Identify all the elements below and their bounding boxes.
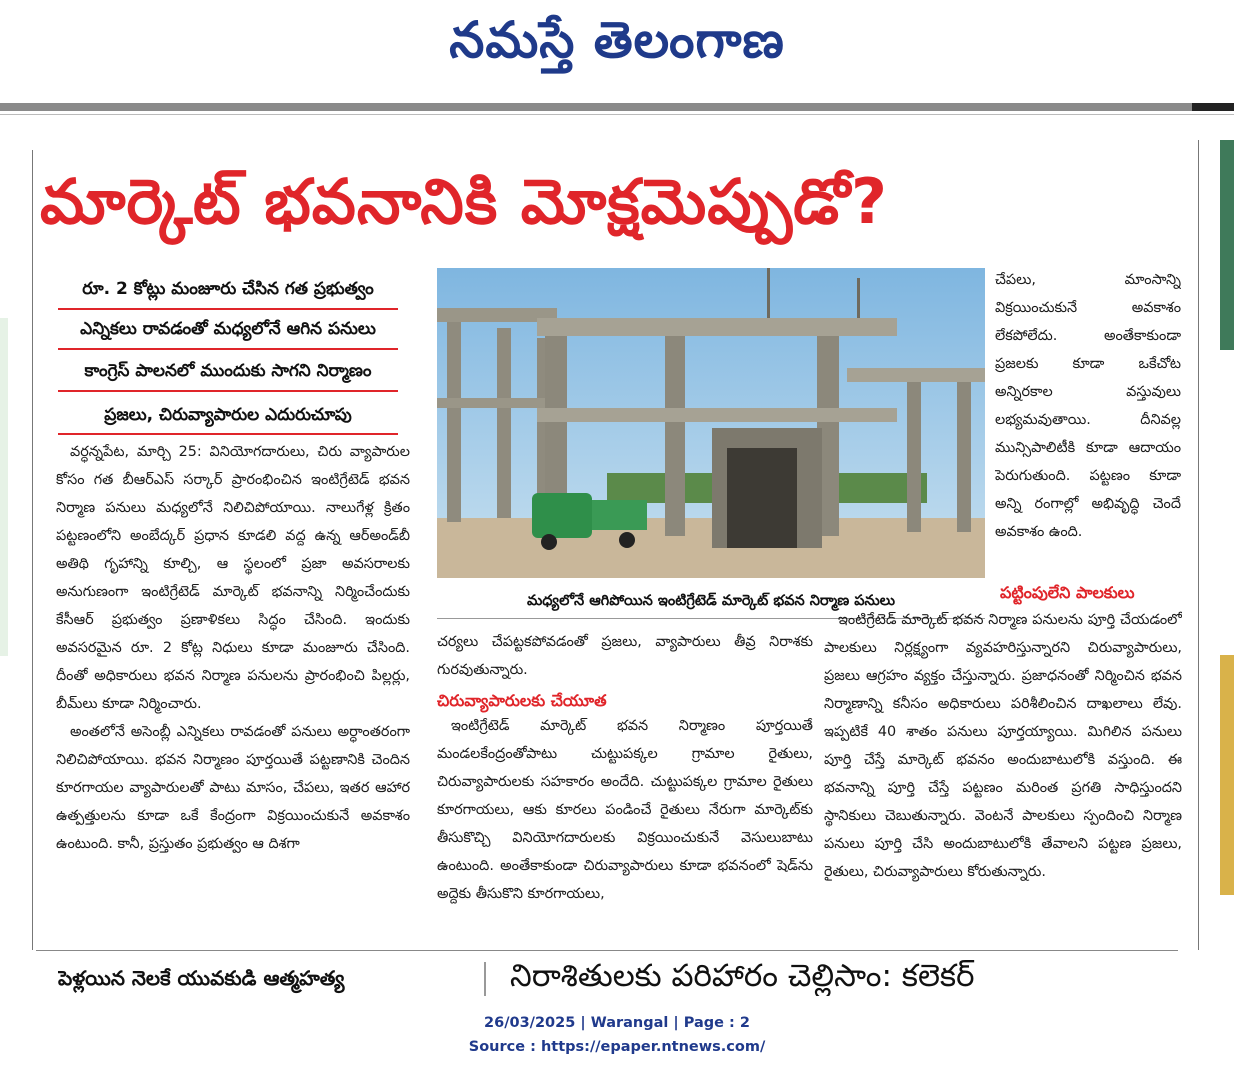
masthead-rule-end	[1192, 103, 1234, 111]
newspaper-logo: నమస్తే తెలంగాణ	[449, 11, 785, 69]
article-paragraph-4: ఇంటిగ్రేటెడ్‌ మార్కెట్‌ భవన నిర్మాణం పూర్తయితే మండలకేంద్రంతోపాటు చుట్టుపక్కల గ్రామాల రైతులు, చిరువ్యాపారులకు సహకారం అందేది. చుట్టుపక్కల గ్రామాల రైతులు కూరగాయలు, ఆకు కూరలు పండించే రైతులు నేరుగా మార్కెట్‌కు తీసుకొచ్చి వినియోగదారులకు విక్రయించుకునే వెసులుబాటు ఉంటుంది. అంతేకాకుండా చిరువ్యాపారులు కూడా భవనంలో షెడ్‌ను అద్దెకు తీసుకొని కూరగాయలు,	[437, 718, 813, 902]
article-paragraph-1: వర్ధన్నపేట, మార్చి 25: వినియోగదారులు, చిరు వ్యాపారుల కోసం గత బీఆర్‌ఎస్‌ సర్కార్‌ ప్రారంభించిన ఇంటిగ్రేటెడ్‌ భవన నిర్మాణ పనులు మధ్యలోనే నిలిచిపోయాయి. నాలుగేళ్ల క్రితం పట్టణంలోని అంబేద్కర్‌ ప్రధాన కూడలి వద్ద ఉన్న ఆర్‌అండ్‌బీ అతిథి గృహాన్ని కూల్చి, ఆ స్థలంలో ప్రజా అవసరాలకు అనుగుణంగా ఇంటిగ్రేటెడ్‌ మార్కెట్‌ భవనాన్ని నిర్మించేందుకు కేసీఆర్‌ ప్రభుత్వం ప్రణాళికలు సిద్ధం చేసింది. ఇందుకు అవసరమైన రూ. 2 కోట్ల నిధులు కూడా మంజూరు చేసింది. దీంతో అధికారులు భవన నిర్మాణ పనులను ప్రారంభించి పిల్లర్లు, బీమ్‌లు కూడా నిర్మించారు.	[56, 444, 410, 712]
next-article-headline-right: నిరాశితులకు పరిహారం చెల్లిసాం: కలెకర్‌	[510, 958, 975, 994]
adjacent-article-left-box	[0, 318, 8, 656]
deck-underline-4	[58, 433, 398, 435]
deck-underline-1	[58, 308, 398, 310]
article-paragraph-2: అంతలోనే అసెంబ్లీ ఎన్నికలు రావడంతో పనులు అర్ధాంతరంగా నిలిచిపోయాయి. భవన నిర్మాణం పూర్తయితే పట్టణానికి చెందిన కూరగాయల వ్యాపారులతో పాటు మాసం, చేపలు, ఇతర ఆహార ఉత్పత్తులను కూడా ఒకే కేంద్రంగా విక్రయించుకునే అవకాశం ఉంటుంది. కానీ, ప్రస్తుతం ప్రభుత్వం ఆ దిశగా	[56, 724, 410, 852]
article-column-2-continuation	[437, 628, 813, 684]
next-article-headline-left: పెళ్లయిన నెలకే యువకుడి ఆత్మహత్య	[58, 966, 345, 990]
column-divider-left	[32, 150, 33, 950]
deck-underline-2	[58, 348, 398, 350]
deck-line-4: ప్రజలు, చిరువ్యాపారుల ఎదురుచూపు	[104, 405, 352, 425]
article-paragraph-3: చర్యలు చేపట్టకపోవడంతో ప్రజలు, వ్యాపారులు తీవ్ర నిరాశకు గురవుతున్నారు.	[437, 634, 813, 678]
article-column-2	[437, 712, 813, 936]
article-photo	[437, 268, 985, 578]
next-headline-divider	[484, 962, 486, 996]
column-divider-right	[1198, 140, 1199, 950]
masthead	[0, 0, 1234, 100]
masthead-rule	[0, 103, 1234, 111]
article-paragraph-5: చేపలు, మాంసాన్ని విక్రయించుకునే అవకాశం లేకపోలేదు. అంతేకాకుండా ప్రజలకు కూడా ఒకేచోట అన్నిరకాల వస్తువులు లభ్యమవుతాయి. దీనివల్ల మున్సిపాలిటీకి కూడా ఆదాయం పెరుగుతుంది. పట్టణం కూడా అన్ని రంగాల్లో అభివృద్ధి చెందే అవకాశం ఉంది.	[995, 272, 1181, 540]
deck-line-2: ఎన్నికలు రావడంతో మధ్యలోనే ఆగిన పనులు	[80, 319, 376, 339]
deck-underline-3	[58, 390, 398, 392]
article-headline: మార్కెట్‌ భవనానికి మోక్షమెప్పుడో?	[40, 165, 888, 238]
footer-source-link[interactable]: Source : https://epaper.ntnews.com/	[468, 1039, 766, 1055]
bottom-rule	[36, 950, 1178, 951]
photo-caption: మధ్యలోనే ఆగిపోయిన ఇంటిగ్రేటెడ్‌ మార్కెట్‌ భవన నిర్మాణ పనులు	[526, 593, 896, 609]
adjacent-photo-right-top	[1220, 140, 1234, 350]
deck-line-1: రూ. 2 కోట్లు మంజూరు చేసిన గత ప్రభుత్వం	[82, 279, 374, 299]
article-paragraph-6: ఇంటిగ్రేటెడ్‌ మార్కెట్‌ భవన నిర్మాణ పనులను పూర్తి చేయడంలో పాలకులు నిర్లక్ష్యంగా వ్యవహరిస్తున్నారని చిరువ్యాపారులు, ప్రజలు ఆగ్రహం వ్యక్తం చేస్తున్నారు. ప్రజాధనంతో నిర్మించిన భవన నిర్మాణాన్ని కనీసం అధికారులు పరిశీలించిన దాఖలాలు లేవు. ఇప్పటికే 40 శాతం పనులు పూర్తయ్యాయి. మిగిలిన పనులు పూర్తి చేస్తే మార్కెట్‌ భవనం అందుబాటులోకి వస్తుంది. ఈ భవనాన్ని పూర్తి చేస్తే పట్టణం మరింత ప్రగతి సాధిస్తుందని స్థానికులు చెబుతున్నారు. వెంటనే పాలకులు స్పందించి నిర్మాణ పనులు పూర్తి చేసి అందుబాటులోకి తేవాలని పట్టణ ప్రజలు, రైతులు, చిరువ్యాపారులు కోరుతున్నారు.	[824, 612, 1182, 880]
footer-date-edition: 26/03/2025 | Warangal | Page : 2	[484, 1015, 750, 1031]
building-construction-photo	[437, 268, 985, 578]
article-column-1	[56, 438, 410, 938]
article-column-3	[824, 606, 1182, 938]
adjacent-photo-right-bottom	[1220, 655, 1234, 895]
subheading-careless-rulers: పట్టింపులేని పాలకులు	[1000, 583, 1135, 602]
deck-line-3: కాంగ్రెస్‌ పాలనలో ముందుకు సాగని నిర్మాణం	[84, 361, 372, 381]
subheading-small-vendors: చిరువ్యాపారులకు చేయూత	[437, 691, 607, 710]
article-column-3-top	[995, 266, 1181, 574]
masthead-thin-rule	[0, 114, 1234, 115]
